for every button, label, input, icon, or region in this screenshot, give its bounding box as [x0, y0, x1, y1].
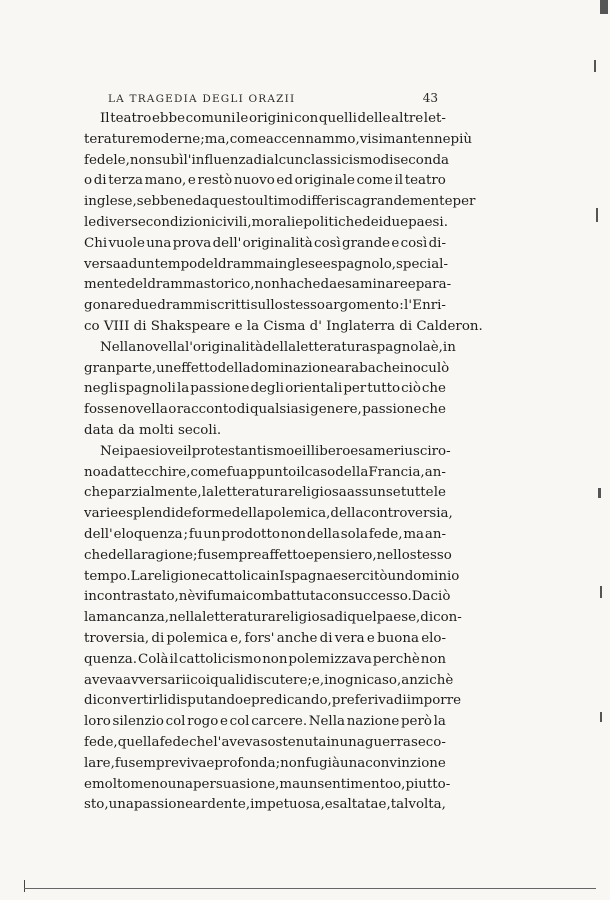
text-line: versa ad un tempo del dramma inglese e spagnolo, special- — [84, 256, 448, 272]
text-line: fosse novella o racconto di qualsiasi genere, passione che — [84, 402, 446, 418]
text-line: no ad attecchire, come fu appunto il caso della Francia, an- — [84, 464, 446, 480]
text-line: dell' eloquenza ; fu un prodotto non della sola fede, ma an- — [84, 526, 446, 542]
edge-mark — [598, 488, 601, 498]
bottom-rule — [24, 888, 596, 889]
margin-tick — [24, 880, 25, 892]
text-line: data da molti secoli. — [84, 422, 222, 438]
text-line: loro silenzio col rogo e col carcere. Nella nazione però la — [84, 714, 446, 730]
edge-mark — [600, 586, 602, 598]
text-line: fede, quella fede che l' aveva sostenuta in una guerra seco- — [84, 734, 446, 750]
page-number: 43 — [422, 91, 438, 105]
text-line: inglese, sebbene da questo ultimo differisca grandemente per — [84, 194, 476, 210]
text-line: la mancanza, nella letteratura religiosa di quel paese, di con- — [84, 610, 462, 626]
running-header: LA TRAGEDIA DEGLI ORAZII — [108, 93, 296, 105]
text-line: varie e splendide forme della polemica, della controversia, — [84, 506, 453, 522]
text-line: che della ragione; fu sempre affetto e pensiero, nello stesso — [84, 547, 452, 563]
text-line: gonare due drammi scritti sullo stesso argomento : l' Enri- — [84, 298, 446, 314]
edge-mark — [600, 0, 608, 14]
text-line: mente del dramma storico, non ha che da esaminare e para- — [84, 277, 452, 293]
text-line: incontrastato, nè vi fu mai combattuta con successo. Da ciò — [84, 589, 451, 605]
text-line: Nella novella l' originalità della letteratura spagnola è, in — [100, 339, 456, 355]
edge-mark — [596, 208, 598, 222]
text-line: troversia, di polemica e, fors' anche di vera e buona elo- — [84, 630, 446, 646]
text-line: lare, fu sempre viva e profonda; non fu già una convinzione — [84, 755, 446, 771]
text-line: di convertirli disputando e predicando, preferiva di imporre — [84, 693, 462, 709]
text-line: Nei paesi ove il protestantismo e il libero esame riusciro- — [100, 443, 451, 459]
body-text — [84, 109, 483, 816]
text-line: negli spagnoli la passione degli orientali per tutto ciò che — [84, 381, 446, 397]
text-line: tempo. La religione cattolica in Ispagna esercitò un dominio — [84, 568, 460, 584]
text-line: aveva avversarii coi quali discutere; e, in ogni caso, anzichè — [84, 672, 454, 688]
text-line: quenza. Colà il cattolicismo non polemizzava perchè non — [84, 651, 446, 667]
text-line: le diverse condizioni civili, morali e politiche dei due paesi. — [84, 214, 448, 230]
text-line: o di terza mano, e restò nuovo ed originale come il teatro — [84, 173, 446, 189]
text-line: che parzialmente, la letteratura religiosa assunse tutte le — [84, 485, 446, 501]
edge-mark — [600, 712, 602, 722]
text-line: terature moderne; ma, come accennammo, vi si mantenne più — [84, 131, 473, 147]
text-line: Il teatro ebbe comuni le origini con quelli delle altre let- — [100, 111, 446, 126]
text-line: co VIII di Shakspeare e la Cisma d' Inglaterra di Calderon. — [84, 318, 483, 334]
edge-mark — [594, 60, 596, 72]
text-line: gran parte, un effetto della dominazione araba che inoculò — [84, 360, 450, 376]
text-line: fedele, non subì l' influenza di alcun classicismo di seconda — [84, 152, 450, 168]
text-line: e molto meno una persuasione, ma un sentimento o, piutto- — [84, 776, 451, 792]
text-line: Chi vuole una prova dell' originalità così grande e così di- — [84, 235, 446, 251]
text-line: sto, una passione ardente, impetuosa, esaltata e, talvolta, — [84, 797, 446, 813]
